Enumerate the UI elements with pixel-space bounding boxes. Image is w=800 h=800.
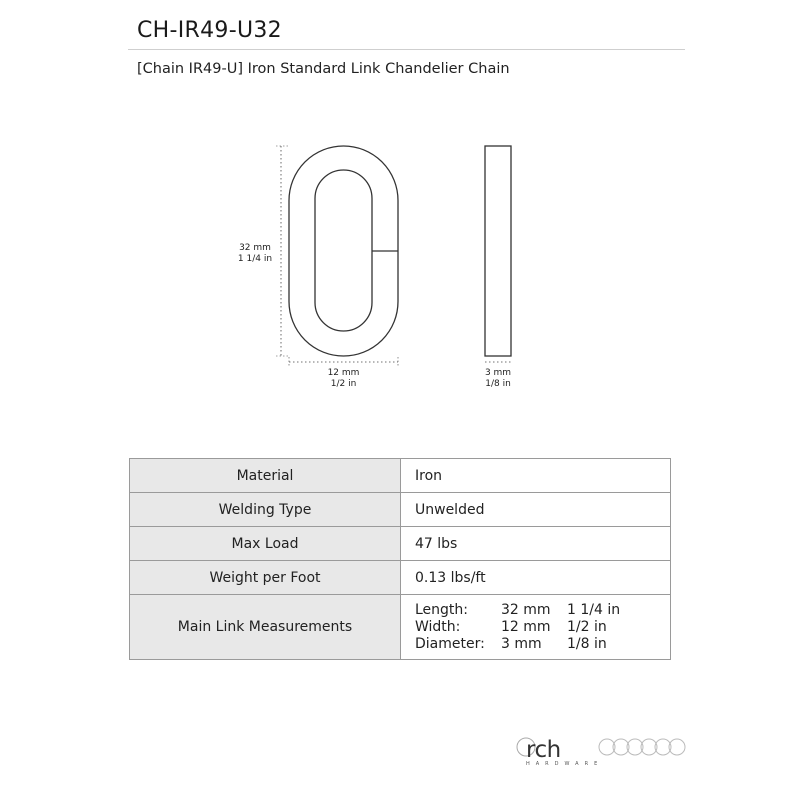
brand-logo-subtitle: HARDWARE [526, 761, 604, 767]
table-row [130, 561, 671, 595]
measurement-name: Diameter: [415, 635, 485, 652]
height-label: 32 mm 1 1/4 in [237, 243, 273, 264]
measurement-mm: 32 mm [501, 601, 551, 618]
measurement-name: Length: [415, 601, 469, 618]
measurements-cell [401, 595, 671, 660]
product-description: [Chain IR49-U] Iron Standard Link Chandelier Chain [137, 61, 510, 77]
link-side-view [485, 146, 511, 356]
spec-label: Max Load [130, 527, 401, 561]
spec-value: 0.13 lbs/ft [401, 561, 671, 595]
spec-label: Material [130, 459, 401, 493]
spec-label: Main Link Measurements [130, 595, 401, 660]
spec-value: Unwelded [401, 493, 671, 527]
spec-label: Weight per Foot [130, 561, 401, 595]
width-label: 12 mm 1/2 in [327, 368, 360, 389]
spec-table [129, 458, 671, 660]
link-inner-outline [315, 170, 372, 331]
table-row [130, 493, 671, 527]
measurement-mm: 12 mm [501, 618, 551, 635]
product-code-title: CH-IR49-U32 [137, 18, 282, 43]
spec-value: 47 lbs [401, 527, 671, 561]
table-row [130, 595, 671, 660]
brand-logo-word: rch [526, 737, 561, 763]
measurement-name: Width: [415, 618, 461, 635]
measurement-in: 1 1/4 in [567, 601, 621, 618]
table-row [130, 527, 671, 561]
thickness-label: 3 mm 1/8 in [484, 368, 512, 389]
measurement-in: 1/8 in [567, 635, 607, 652]
table-row [130, 459, 671, 493]
measurement-mm: 3 mm [501, 635, 542, 652]
measurement-in: 1/2 in [567, 618, 607, 635]
spec-label: Welding Type [130, 493, 401, 527]
spec-value: Iron [401, 459, 671, 493]
